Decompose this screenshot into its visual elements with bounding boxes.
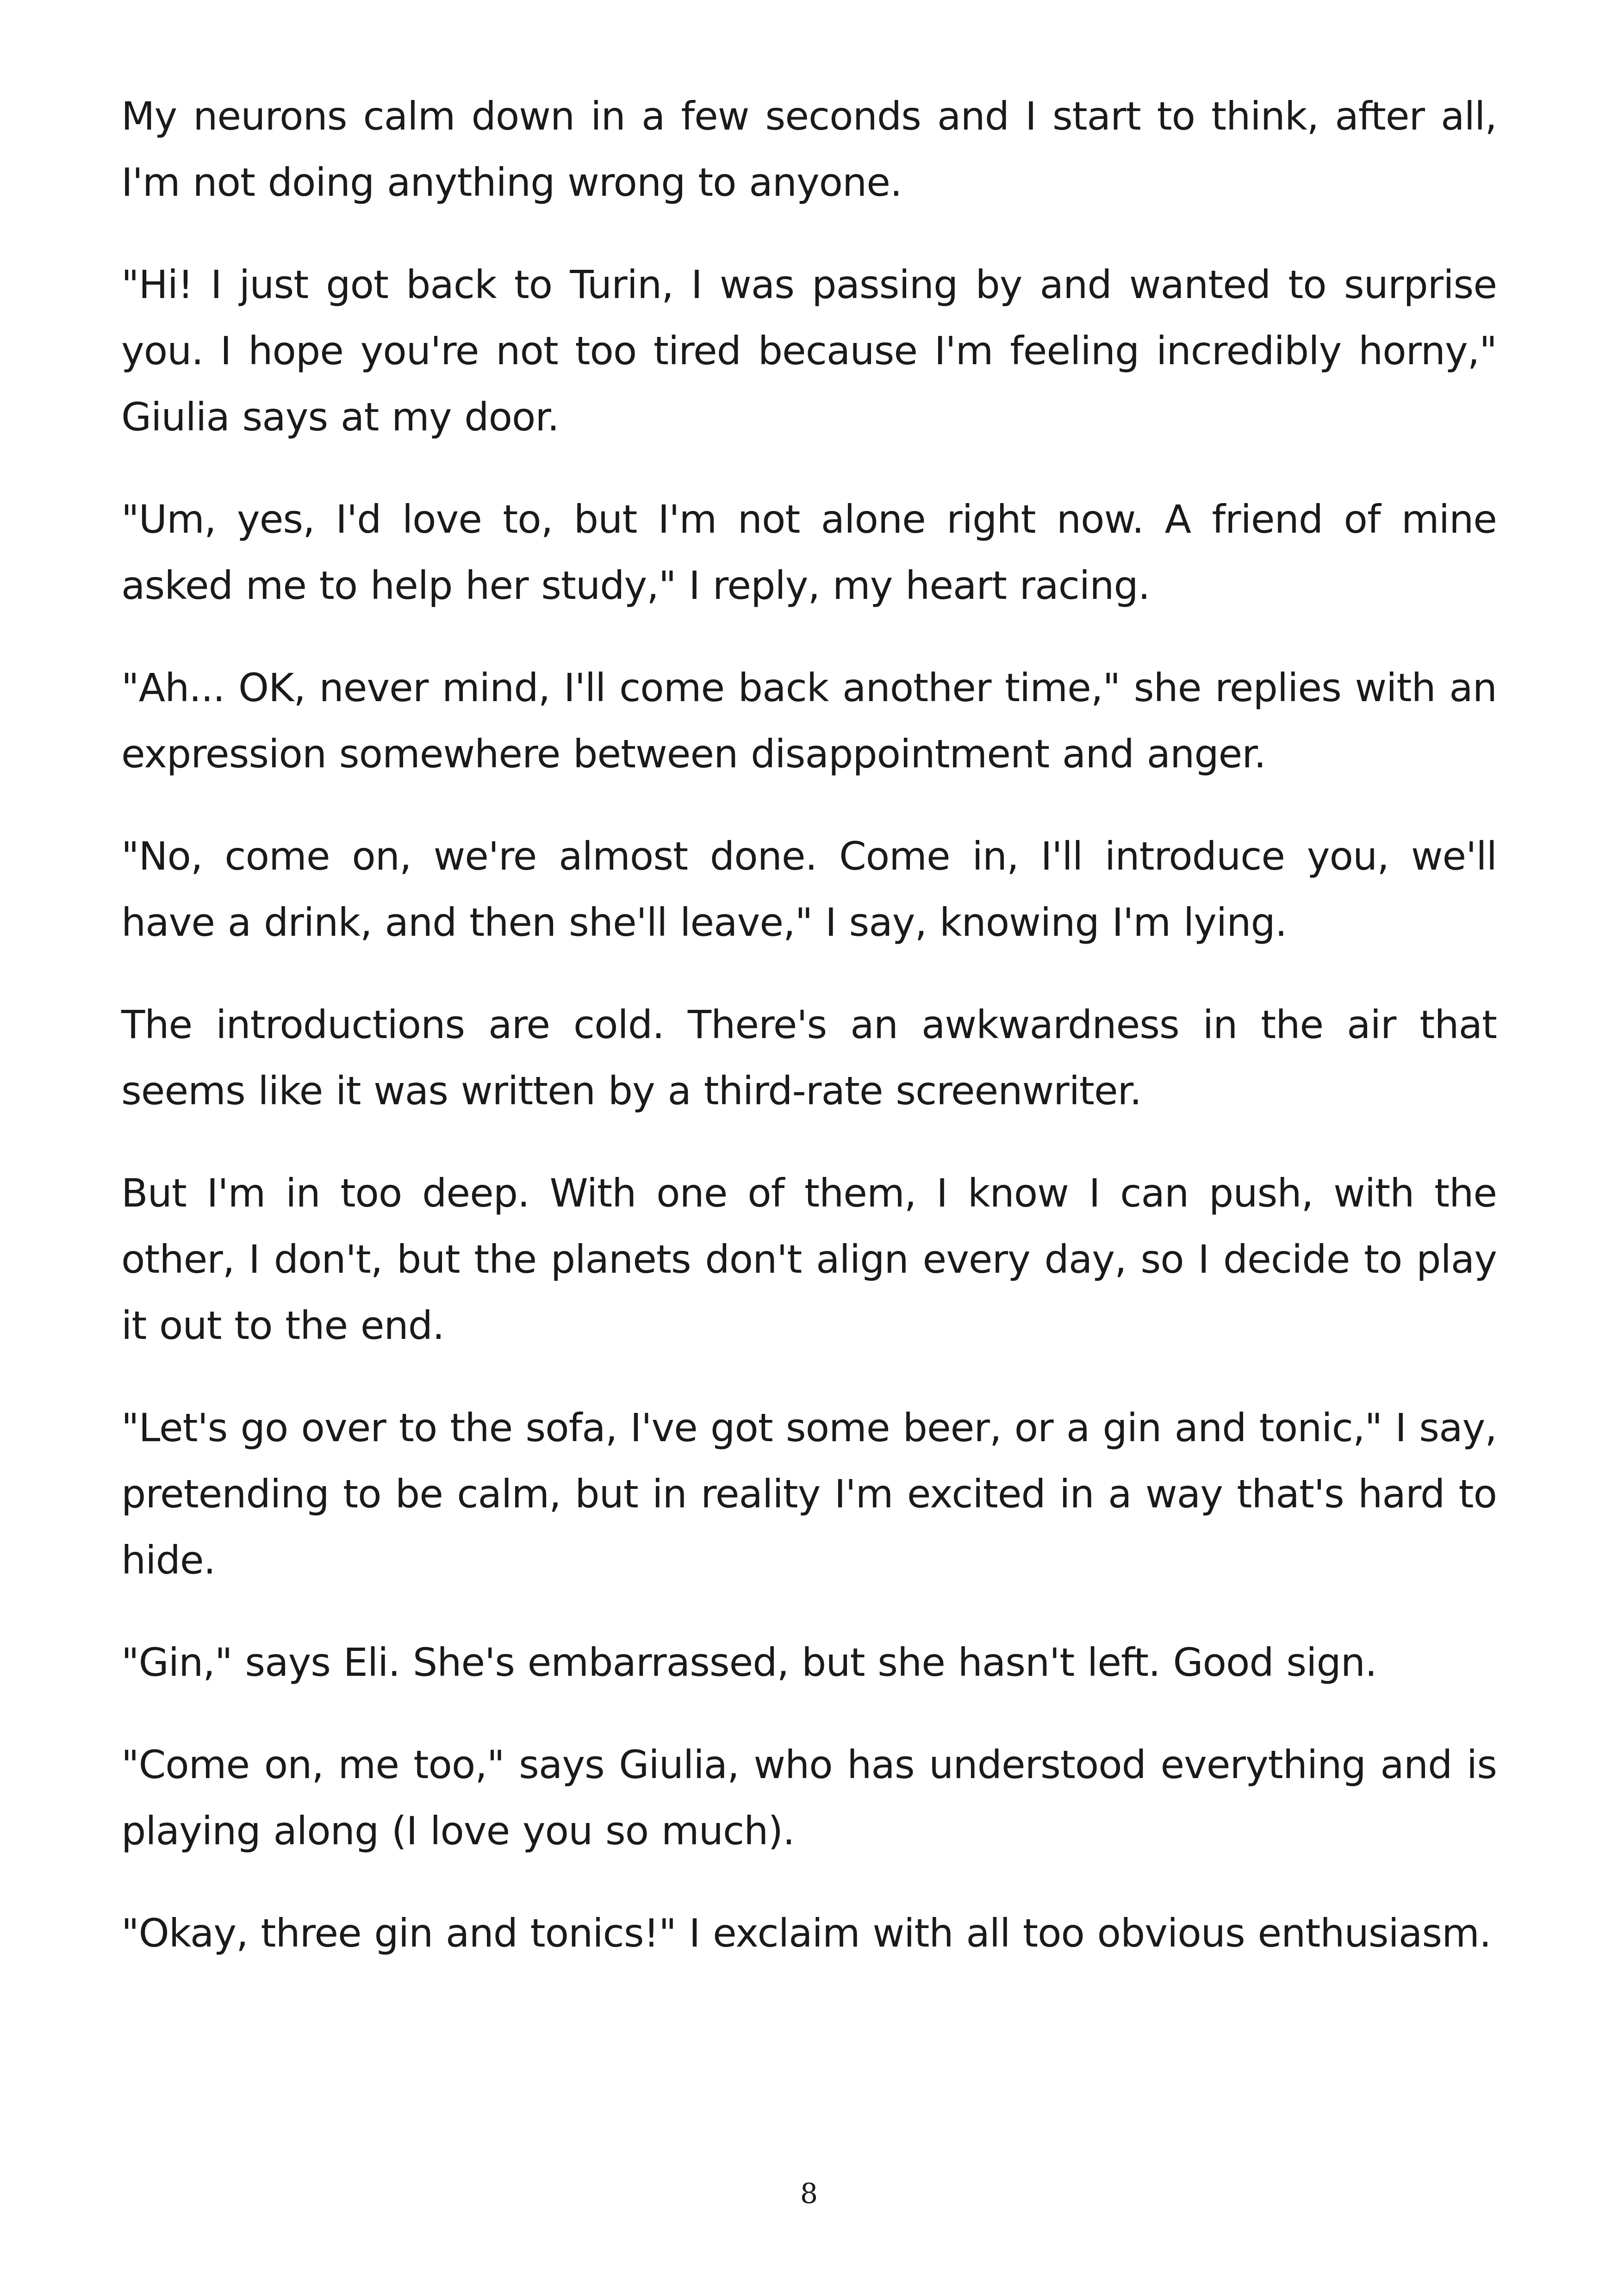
paragraph-5: "No, come on, we're almost done. Come in, I'll introduce you, we'll have a drink, and then she'll leave," I say, knowing I'm lying. <box>121 834 1497 945</box>
paragraph-4: "Ah... OK, never mind, I'll come back another time," she replies with an expression somewhere between disappointment and anger. <box>121 665 1497 777</box>
paragraph-6: The introductions are cold. There's an awkwardness in the air that seems like it was written by a third-rate screenwriter. <box>121 1002 1497 1114</box>
page-body <box>121 83 1497 2003</box>
paragraph-8: "Let's go over to the sofa, I've got some beer, or a gin and tonic," I say, pretending to be calm, but in reality I'm excited in a way that's hard to hide. <box>121 1405 1497 1583</box>
paragraph-1: My neurons calm down in a few seconds and I start to think, after all, I'm not doing anything wrong to anyone. <box>121 93 1497 205</box>
paragraph-9: "Gin," says Eli. She's embarrassed, but she hasn't left. Good sign. <box>121 1640 1377 1685</box>
paragraph-11: "Okay, three gin and tonics!" I exclaim with all too obvious enthusiasm. <box>121 1910 1491 1956</box>
paragraph-7: But I'm in too deep. With one of them, I know I can push, with the other, I don't, but the planets don't align every day, so I decide to play it out to the end. <box>121 1170 1497 1348</box>
page-number: 8 <box>800 2178 818 2210</box>
paragraph-10: "Come on, me too," says Giulia, who has understood everything and is playing along (I love you so much). <box>121 1742 1497 1854</box>
paragraph-2: "Hi! I just got back to Turin, I was passing by and wanted to surprise you. I hope you're not too tired because I'm feeling incredibly horny," Giulia says at my door. <box>121 262 1497 440</box>
paragraph-3: "Um, yes, I'd love to, but I'm not alone right now. A friend of mine asked me to help her study," I reply, my heart racing. <box>121 497 1497 608</box>
